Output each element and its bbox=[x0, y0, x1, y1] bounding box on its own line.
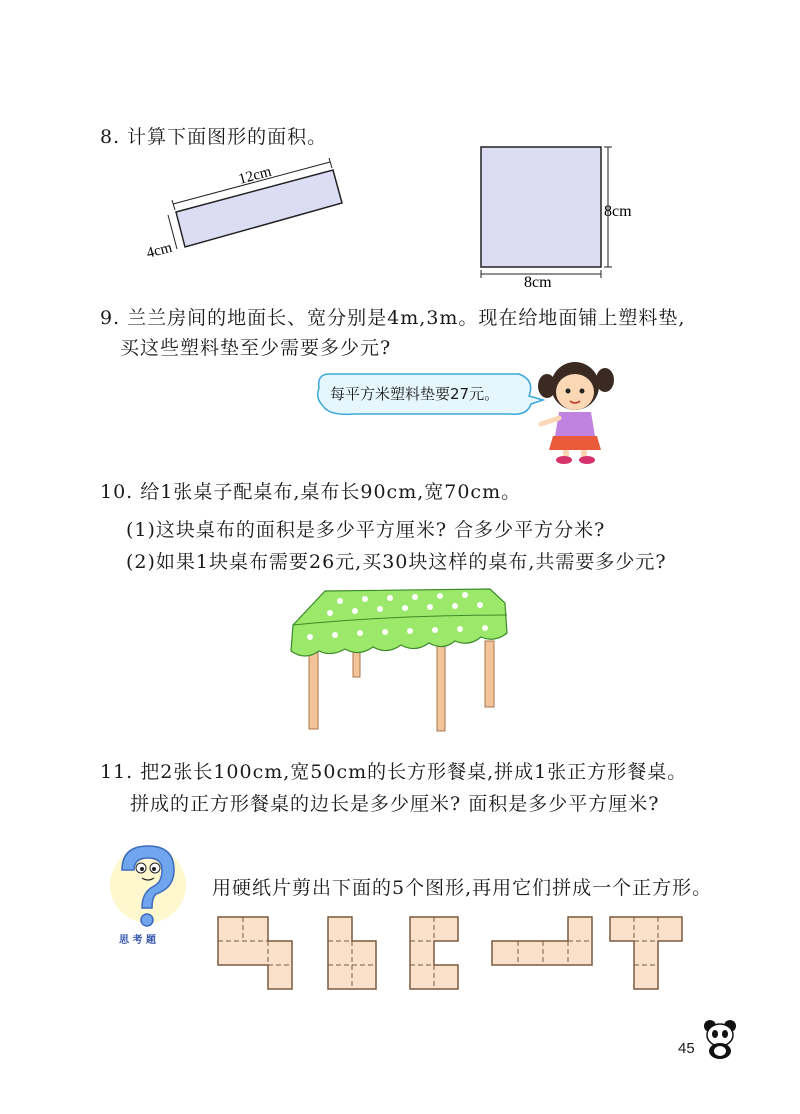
question-10-part2: (2)如果1块桌布需要26元,买30块这样的桌布,共需要多少元? bbox=[126, 551, 667, 573]
question-10-text: 10. 给1张桌子配桌布,桌布长90cm,宽70cm。 bbox=[100, 481, 522, 503]
question-9-line2: 买这些塑料垫至少需要多少元? bbox=[120, 337, 392, 359]
width-label: 4cm bbox=[144, 239, 174, 262]
question-11-line1: 11. 把2张长100cm,宽50cm的长方形餐桌,拼成1张正方形餐桌。 bbox=[100, 761, 688, 783]
square-shape bbox=[481, 147, 601, 267]
shape-5 bbox=[610, 917, 682, 989]
question-11-line2: 拼成的正方形餐桌的边长是多少厘米? 面积是多少平方厘米? bbox=[130, 793, 660, 815]
square-figure bbox=[470, 140, 650, 290]
question-8-text: 8. 计算下面图形的面积。 bbox=[100, 126, 328, 148]
think-question-label: 思 考 题 bbox=[119, 935, 156, 946]
shape-1 bbox=[218, 917, 292, 989]
rotated-rectangle-figure bbox=[140, 150, 360, 280]
speech-bubble-text: 每平方米塑料垫要27元。 bbox=[330, 385, 500, 403]
question-10-part1: (1)这块桌布的面积是多少平方厘米? 合多少平方分米? bbox=[126, 519, 606, 541]
square-bottom-label: 8cm bbox=[524, 274, 552, 290]
girl-illustration bbox=[535, 356, 620, 466]
pentomino-shapes bbox=[210, 905, 690, 1005]
think-question-text: 用硬纸片剪出下面的5个图形,再用它们拼成一个正方形。 bbox=[212, 877, 713, 899]
table-with-cloth-illustration bbox=[285, 585, 515, 735]
page-number: 45 bbox=[678, 1040, 695, 1057]
square-right-label: 8cm bbox=[604, 203, 632, 220]
length-label: 12cm bbox=[236, 163, 274, 188]
question-9-line1: 9. 兰兰房间的地面长、宽分别是4m,3m。现在给地面铺上塑料垫, bbox=[100, 307, 686, 329]
panda-icon bbox=[700, 1018, 740, 1060]
